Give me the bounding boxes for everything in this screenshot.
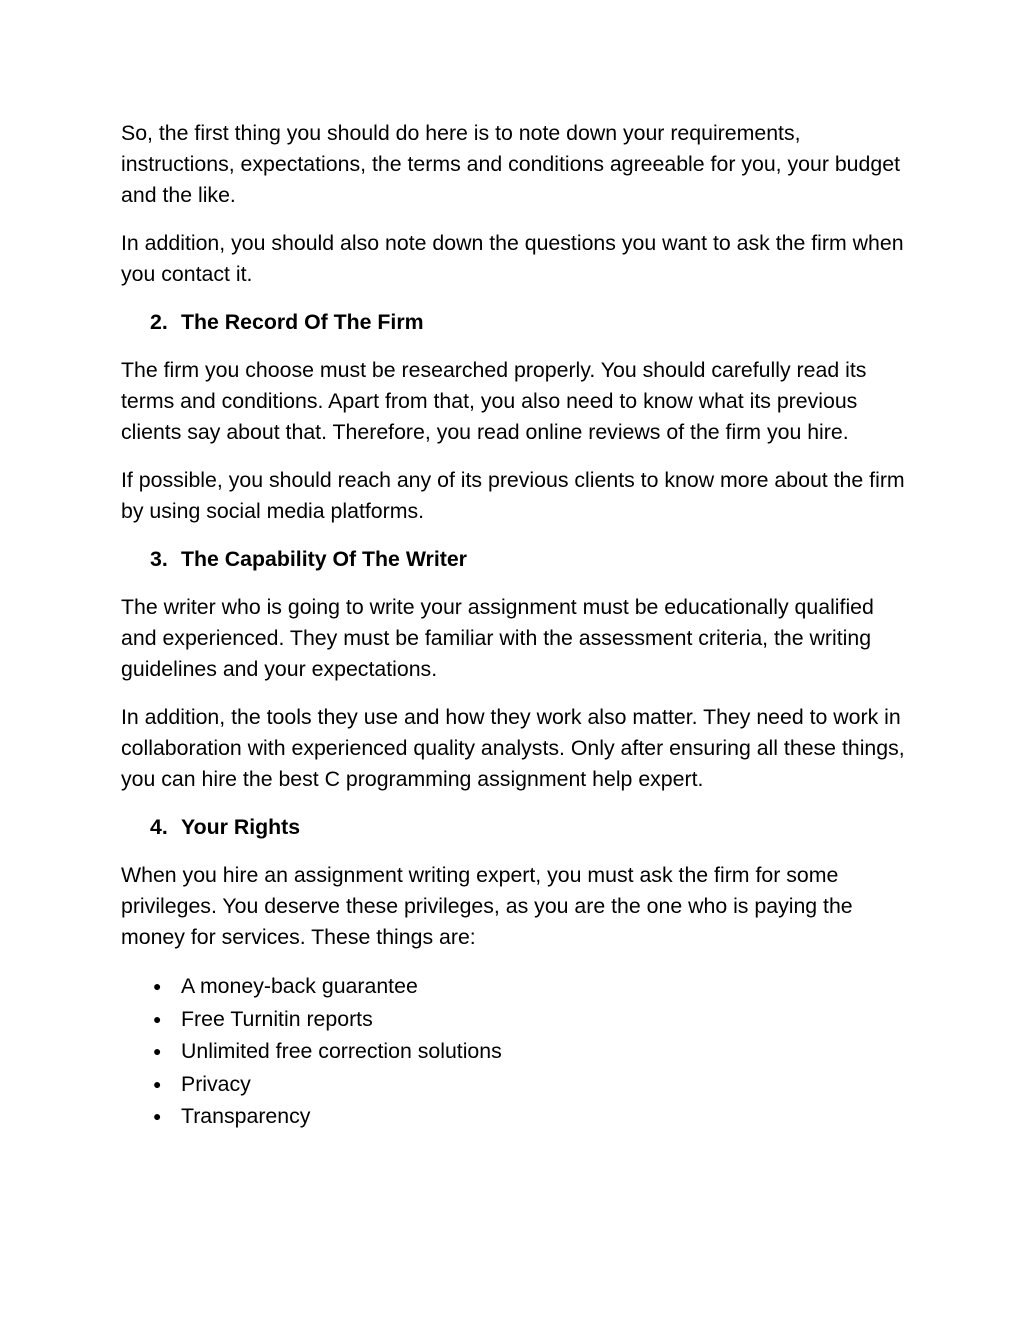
paragraph-previous-clients: If possible, you should reach any of its previous clients to know more about the firm by using social media platforms. [121,468,905,523]
heading-number: 2. [150,310,168,334]
list-item [121,1035,911,1068]
list-item-text: A money-back guarantee [181,974,418,998]
paragraph-research-firm: The firm you choose must be researched properly. You should carefully read its terms and conditions. Apart from that, you also need to know what its previous clients say about that. Therefore, you read online reviews of the firm you hire. [121,358,867,444]
document-page [121,118,911,1133]
bullet-icon: ● [153,1108,162,1124]
list-item [121,1003,911,1036]
heading-number: 4. [150,815,168,839]
list-item-text: Privacy [181,1071,251,1096]
list-item-text: Transparency [181,1104,311,1128]
bullet-icon: ● [153,978,162,994]
heading-number: 3. [150,547,168,571]
heading-text: The Capability Of The Writer [181,547,467,571]
bullet-icon: ● [153,1043,162,1059]
heading-text: Your Rights [181,815,301,839]
paragraph-questions: In addition, you should also note down the questions you want to ask the firm when you contact it. [121,231,904,286]
paragraph-privileges: When you hire an assignment writing expert, you must ask the firm for some privileges. You deserve these privileges, as you are the one who is paying the money for services. These things are: [121,863,853,949]
bullet-icon: ● [153,1075,162,1092]
heading-record-of-firm [121,307,911,338]
paragraph-requirements: So, the first thing you should do here is to note down your requirements, instructions, expectations, the terms and conditions agreeable for you, your budget and the like. [121,121,900,207]
heading-text: The Record Of The Firm [181,310,424,334]
list-item [121,1068,911,1101]
paragraph-writer-qualified: The writer who is going to write your assignment must be educationally qualified and experienced. They must be familiar with the assessment criteria, the writing guidelines and your expectations. [121,595,874,681]
privileges-list [121,970,911,1133]
heading-your-rights [121,812,911,843]
list-item [121,1100,911,1133]
list-item [121,970,911,1003]
list-item-text: Free Turnitin reports [181,1006,373,1031]
list-item-text: Unlimited free correction solutions [181,1039,502,1063]
heading-capability-of-writer [121,544,911,575]
bullet-icon: ● [153,1010,162,1027]
paragraph-tools-matter: In addition, the tools they use and how they work also matter. They need to work in collaboration with experienced quality analysts. Only after ensuring all these things, you can hire the best C programming assignment help expert. [121,705,905,791]
